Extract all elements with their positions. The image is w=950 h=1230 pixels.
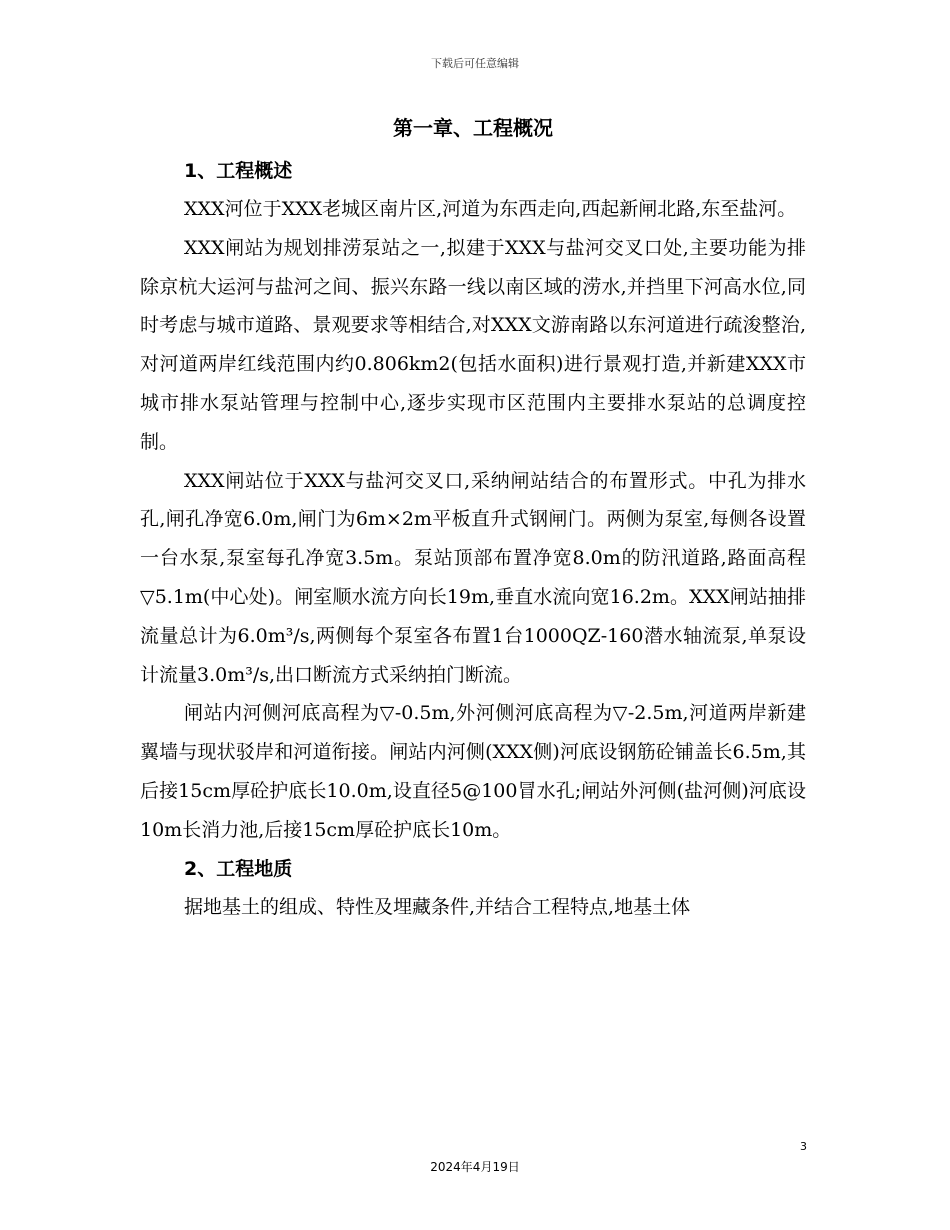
paragraph: XXX闸站位于XXX与盐河交叉口,采纳闸站结合的布置形式。中孔为排水孔,闸孔净宽6.0m,闸门为6m×2m平板直升式钢闸门。两侧为泵室,每侧各设置一台水泵,泵室每孔净宽3.5m。泵站顶部布置净宽8.0m的防汛道路,路面高程▽5.1m(中心处)。闸室顺水流方向长19m,垂直水流向宽16.2m。XXX闸站抽排流量总计为6.0m³/s,两侧每个泵室各布置1台1000QZ-160潜水轴流泵,单泵设计流量3.0m³/s,出口断流方式采纳拍门断流。 bbox=[140, 469, 806, 686]
footer-date: 2024年4月19日 bbox=[430, 1160, 520, 1174]
section-heading-overview: 1、工程概述 bbox=[184, 160, 293, 182]
paragraph: 据地基土的组成、特性及埋藏条件,并结合工程特点,地基土体 bbox=[184, 895, 691, 918]
page-number: 3 bbox=[800, 1140, 807, 1153]
paragraph: XXX闸站为规划排涝泵站之一,拟建于XXX与盐河交叉口处,主要功能为排除京杭大运河与盐河之间、振兴东路一线以南区域的涝水,并挡里下河高水位,同时考虑与城市道路、景观要求等相结合,对XXX文游南路以东河道进行疏浚整治,对河道两岸红线范围内约0.806km2(包括水面积)进行景观打造,并新建XXX市城市排水泵站管理与控制中心,逐步实现市区范围内主要排水泵站的总调度控制。 bbox=[140, 236, 806, 453]
document-body bbox=[140, 110, 806, 926]
chapter-title: 第一章、工程概况 bbox=[393, 116, 553, 140]
paragraph: XXX河位于XXX老城区南片区,河道为东西走向,西起新闸北路,东至盐河。 bbox=[184, 198, 797, 220]
paragraph: 闸站内河侧河底高程为▽-0.5m,外河侧河底高程为▽-2.5m,河道两岸新建翼墙与现状驳岸和河道衔接。闸站内河侧(XXX侧)河底设钢筋砼铺盖长6.5m,其后接15cm厚砼护底长10.0m,设直径5@100冒水孔;闸站外河侧(盐河侧)河底设10m长消力池,后接15cm厚砼护底长10m。 bbox=[140, 702, 806, 841]
page-header: 下载后可任意编辑 bbox=[431, 57, 519, 70]
section-heading-geology: 2、工程地质 bbox=[184, 857, 293, 880]
